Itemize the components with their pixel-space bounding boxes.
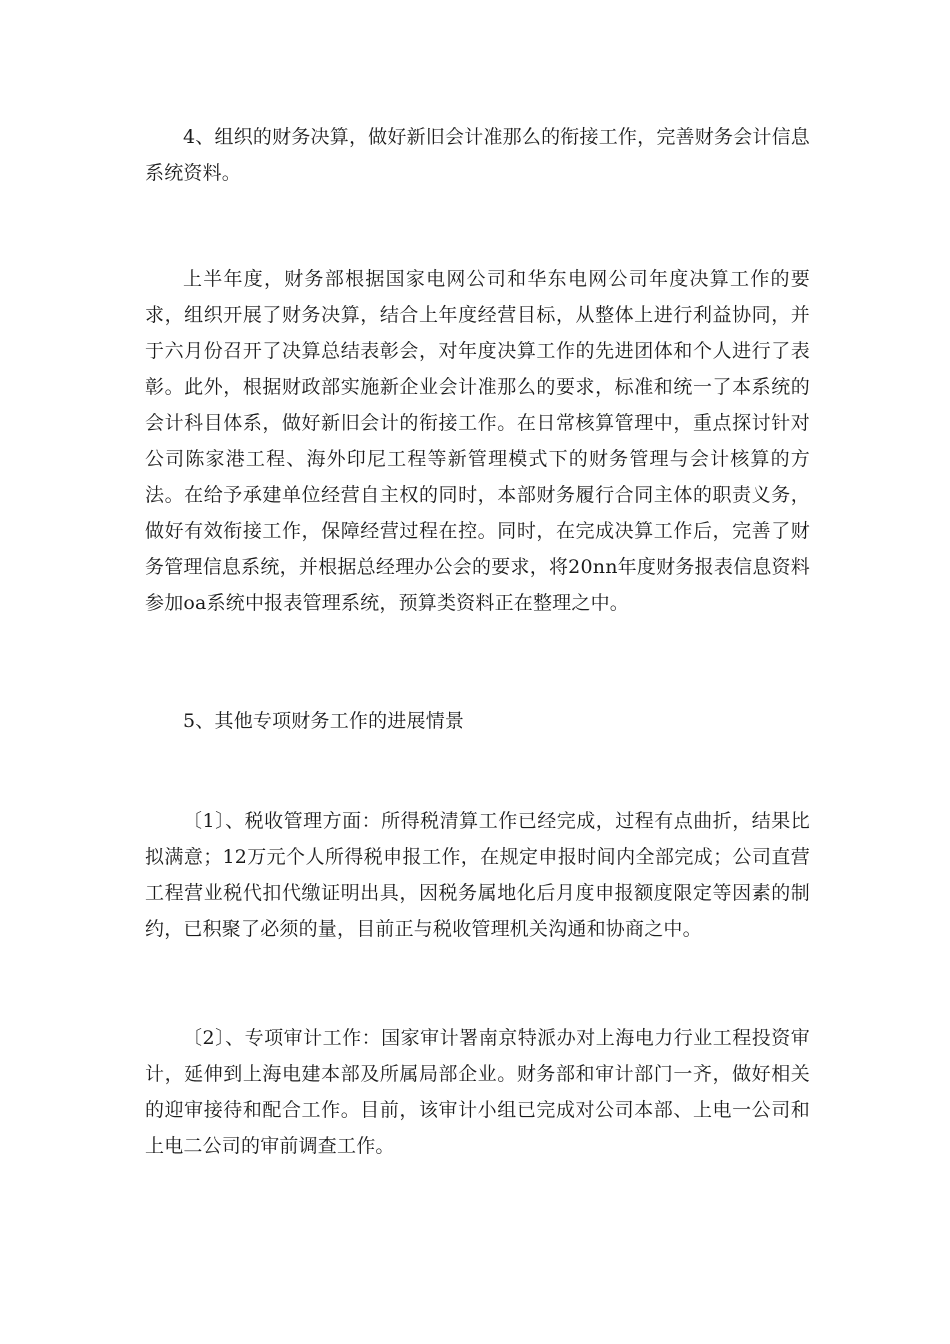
paragraph-special-audit: 〔2〕、专项审计工作：国家审计署南京特派办对上海电力行业工程投资审计，延伸到上海电建本部及所属局部企业。财务部和审计部门一齐，做好相关的迎审接待和配合工作。目前，该审计小组已完成对公司本部、上电一公司和上电二公司的审前调查工作。 [145,1027,810,1157]
paragraph-tax-management: 〔1〕、税收管理方面：所得税清算工作已经完成，过程有点曲折，结果比拟满意；12万元个人所得税申报工作，在规定申报时间内全部完成；公司直营工程营业税代扣代缴证明出具，因税务属地化后月度申报额度限定等因素的制约，已积聚了必须的量，目前正与税收管理机关沟通和协商之中。 [145,810,810,940]
paragraph-annual-accounts: 上半年度，财务部根据国家电网公司和华东电网公司年度决算工作的要求，组织开展了财务决算，结合上年度经营目标，从整体上进行利益协同，并于六月份召开了决算总结表彰会，对年度决算工作的先进团体和个人进行了表彰。此外，根据财政部实施新企业会计准那么的要求，标准和统一了本系统的会计科目体系，做好新旧会计的衔接工作。在日常核算管理中，重点探讨针对公司陈家港工程、海外印尼工程等新管理模式下的财务管理与会计核算的方法。在给予承建单位经营自主权的同时，本部财务履行合同主体的职责义务，做好有效衔接工作，保障经营过程在控。同时，在完成决算工作后，完善了财务管理信息系统，并根据总经理办公会的要求，将20nn年度财务报表信息资料参加oa系统中报表管理系统，预算类资料正在整理之中。 [145,268,810,614]
paragraph-item-5-heading: 5、其他专项财务工作的进展情景 [183,710,465,732]
paragraph-item-4: 4、组织的财务决算，做好新旧会计准那么的衔接工作，完善财务会计信息系统资料。 [145,126,810,184]
